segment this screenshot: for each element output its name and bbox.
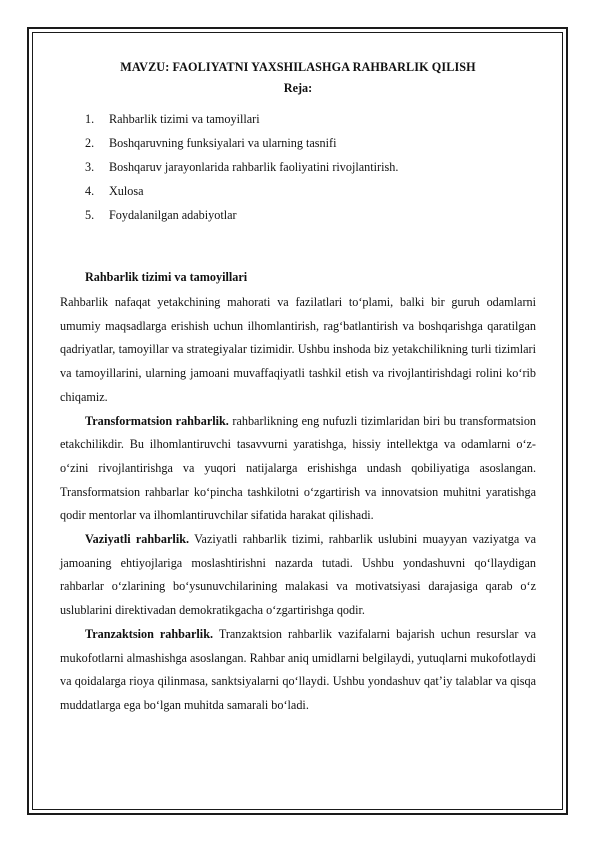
document-body	[60, 58, 536, 718]
paragraph-term: Transformatsion rahbarlik.	[85, 413, 229, 428]
paragraph-text: rahbarlikning eng nufuzli tizimlaridan biri bu transformatsion etakchilikdir. Bu ilhomlantiruvchi tasavvurni yaratishga, hissiy intellektga va odamlarni o‘z-o‘zini rivojlantirishga va yuqori natijalarga erishishga undash qobiliyatiga asoslangan. Transformatsion rahbarlar ko‘pincha tashkilotni o‘zgartirish va innovatsion muhitni yaratishga qodir mentorlar va ilhomlantiruvchilar sifatida harakat qilishadi.	[60, 413, 537, 523]
plan-item-text: Boshqaruv jarayonlarida rahbarlik faoliyatini rivojlantirish.	[109, 160, 399, 174]
paragraph-term: Tranzaktsion rahbarlik.	[85, 626, 214, 641]
plan-item-text: Rahbarlik tizimi va tamoyillari	[109, 112, 260, 126]
paragraph-transactional	[60, 623, 536, 718]
plan-item	[60, 203, 536, 227]
plan-item-number: 4.	[85, 184, 95, 198]
plan-item-text: Xulosa	[109, 184, 144, 198]
paragraph-text: Vaziyatli rahbarlik tizimi, rahbarlik uslubini muayyan vaziyatga va jamoaning ehtiyojlariga moslashtirishni nazarda tutadi. Ushbu yondashuvni qo‘llaydigan rahbarlar o‘zlarining bo‘ysunuvchilarining malakasi va motivatsiyasi darajasiga qarab o‘z uslublarini direktivadan demokratikgacha o‘zgartirishga qodir.	[60, 532, 537, 618]
paragraph-transformational	[60, 410, 536, 529]
paragraph-situational	[60, 528, 536, 623]
intro-paragraph: Rahbarlik nafaqat yetakchining mahorati va fazilatlari to‘plami, balki bir guruh odamlarni umumiy maqsadlarga erishish uchun ilhomlantirish, rag‘batlantirish va boshqarishga qaratilgan qadriyatlar, tamoyillar va strategiyalar tizimidir. Ushbu inshoda biz yetakchilikning turli tizimlari va tamoyillarini, ularning jamoani muvaffaqiyatli tashkil etish va rivojlantirishdagi rolini ko‘rib chiqamiz.	[60, 295, 536, 404]
plan-item	[60, 131, 536, 155]
plan-list	[60, 107, 536, 227]
paragraph-term: Vaziyatli rahbarlik.	[85, 532, 190, 547]
plan-item-number: 5.	[85, 208, 95, 222]
plan-item	[60, 107, 536, 131]
plan-item	[60, 179, 536, 203]
paragraph-text: Tranzaktsion rahbarlik vazifalarni bajarish uchun resurslar va mukofotlarni almashishga asoslangan. Rahbar aniq umidlarni belgilaydi, yutuqlarni mukofotlaydi va qoidalarga rioya qilinmasa, sanktsiyalarni qo‘llaydi. Ushbu yondashuv qat’iy talablar va qisqa muddatlarga ega bo‘lgan muhitda samarali bo‘ladi.	[60, 626, 537, 712]
plan-item-number: 1.	[85, 112, 95, 126]
section-heading: Rahbarlik tizimi va tamoyillari	[85, 270, 248, 284]
document-title: MAVZU: FAOLIYATNI YAXSHILASHGA RAHBARLIK QILISH	[120, 60, 476, 74]
plan-item-text: Foydalanilgan adabiyotlar	[109, 208, 237, 222]
plan-item-number: 2.	[85, 136, 95, 150]
plan-item-number: 3.	[85, 160, 95, 174]
plan-item-text: Boshqaruvning funksiyalari va ularning tasnifi	[109, 136, 337, 150]
plan-heading: Reja:	[283, 81, 313, 95]
plan-item	[60, 155, 536, 179]
